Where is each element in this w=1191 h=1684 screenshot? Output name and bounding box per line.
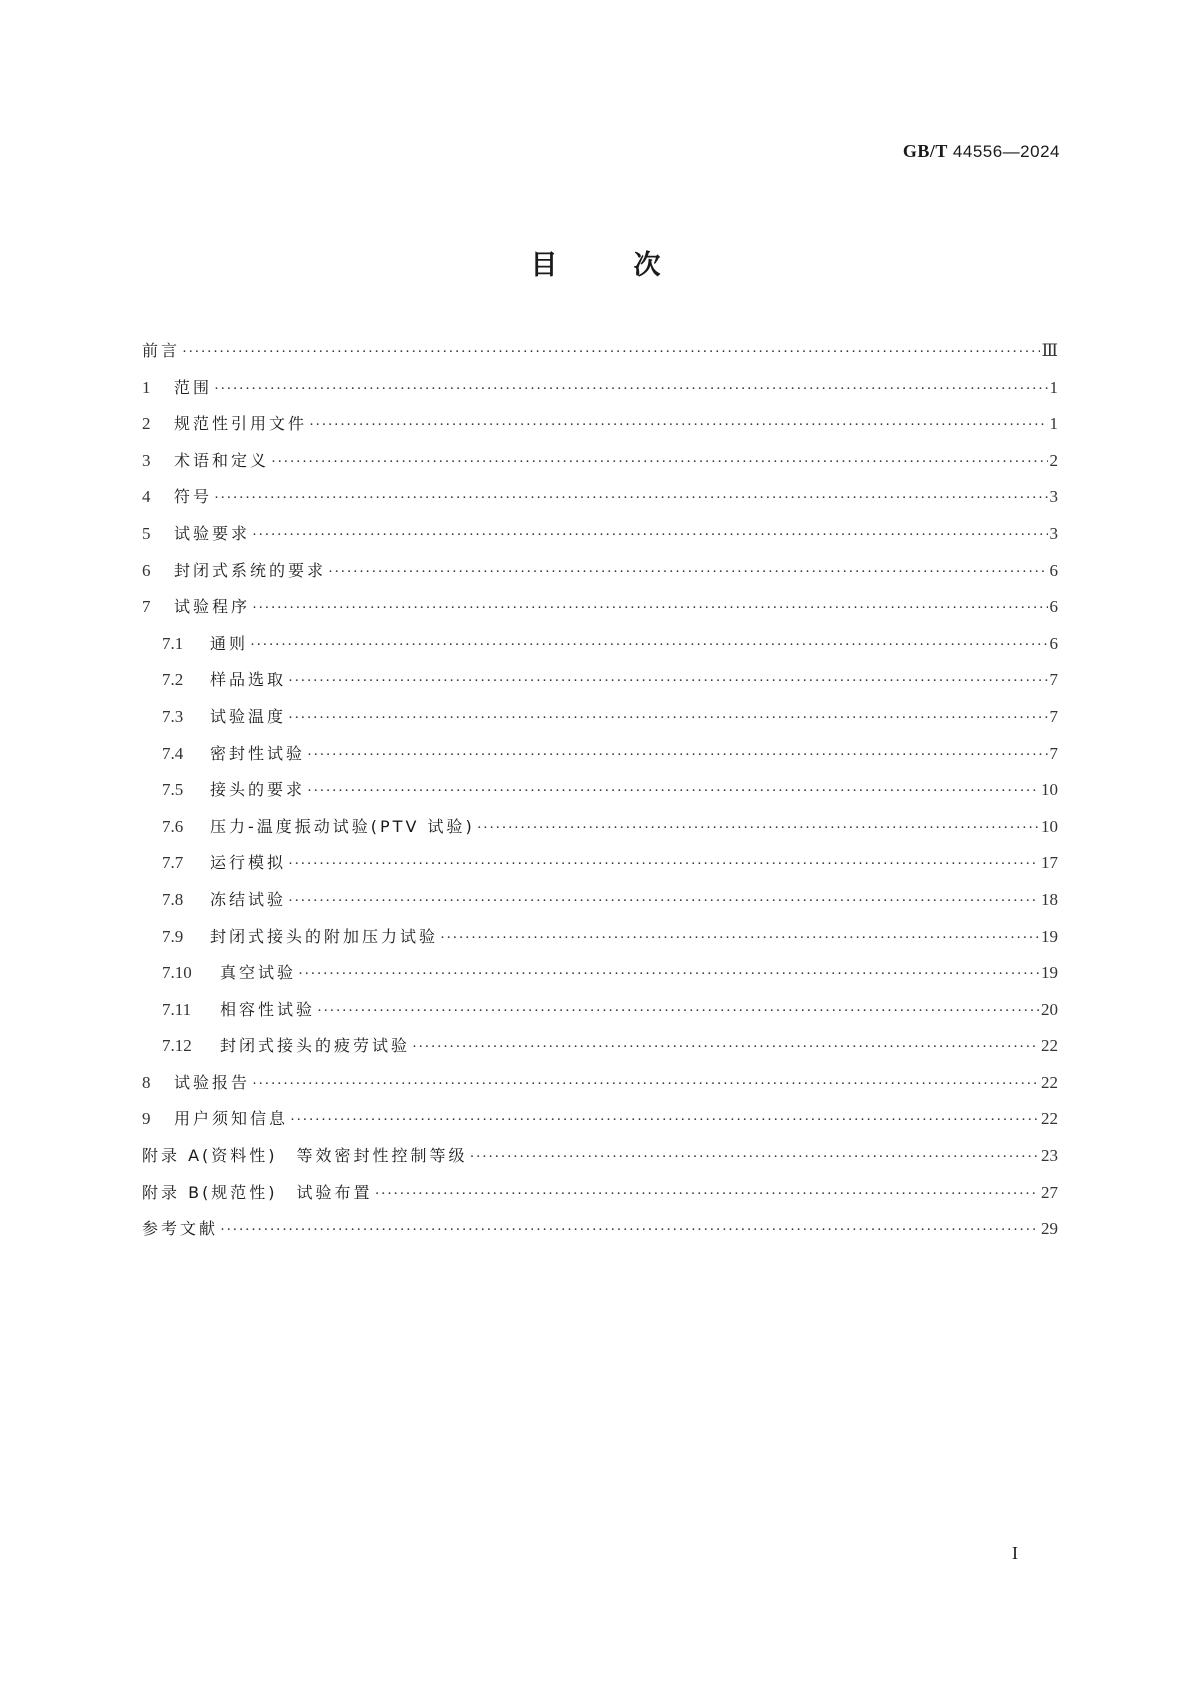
toc-entry-number: 8 (142, 1072, 151, 1092)
toc-entry-page: 22 (1041, 1109, 1058, 1129)
toc-entry[interactable] (142, 669, 1058, 706)
page-number: I (1012, 1543, 1018, 1563)
toc-entry-page: Ⅲ (1041, 341, 1058, 360)
toc-entry-page: 3 (1049, 523, 1058, 543)
toc-entry-page: 1 (1049, 377, 1058, 397)
toc-entry-title: 压力-温度振动试验(PTV 试验) (210, 816, 475, 836)
toc-entry-page: 19 (1041, 963, 1058, 983)
toc-entry-title: 用户须知信息 (174, 1109, 289, 1129)
toc-entry-title: 封闭式接头的疲劳试验 (220, 1036, 411, 1056)
toc-entry-title: 前言 (142, 341, 181, 360)
toc-entry-number: 7.10 (162, 963, 192, 983)
toc-entry[interactable] (142, 743, 1058, 780)
toc-entry-number: 7.9 (162, 926, 184, 946)
toc-entry-page: 29 (1041, 1219, 1058, 1239)
toc-entry-number: 5 (142, 523, 151, 543)
toc-entry-number: 7.11 (162, 999, 192, 1019)
toc-entry-page: 10 (1041, 780, 1058, 800)
standard-number: 44556—2024 (952, 142, 1060, 161)
toc-entry-title: 密封性试验 (210, 743, 306, 763)
toc-entry-number: 4 (142, 487, 151, 507)
toc-entry-page: 3 (1049, 487, 1058, 507)
toc-entry[interactable] (142, 450, 1058, 487)
toc-dot-leader (412, 1036, 1039, 1058)
toc-entry-title: 附录 A(资料性) 等效密封性控制等级 (142, 1146, 468, 1166)
toc-entry-page: 7 (1049, 670, 1058, 690)
toc-entry[interactable] (142, 1145, 1058, 1182)
toc-entry[interactable] (142, 377, 1058, 414)
toc-dot-leader (182, 341, 1040, 363)
toc-entry-number: 1 (142, 377, 151, 397)
title-char-1: 目 (530, 250, 558, 281)
toc-entry-number: 7.4 (162, 743, 184, 763)
toc-entry[interactable] (142, 633, 1058, 670)
toc-dot-leader (214, 487, 1047, 509)
toc-dot-leader (309, 414, 1047, 436)
toc-entry-page: 20 (1041, 999, 1058, 1019)
standard-prefix: GB/T (902, 141, 948, 161)
toc-dot-leader (328, 561, 1047, 583)
toc-dot-leader (250, 634, 1047, 656)
toc-entry[interactable] (142, 816, 1058, 853)
toc-entry-title: 规范性引用文件 (174, 414, 308, 434)
toc-dot-leader (307, 744, 1047, 766)
toc-dot-leader (290, 1109, 1039, 1131)
toc-entry-number: 3 (142, 450, 151, 470)
toc-entry-title: 运行模拟 (210, 853, 287, 873)
toc-entry-number: 7.6 (162, 816, 184, 836)
toc-dot-leader (288, 707, 1047, 729)
toc-entry-page: 27 (1041, 1182, 1058, 1202)
toc-entry[interactable] (142, 1035, 1058, 1072)
toc-entry[interactable] (142, 413, 1058, 450)
toc-entry-number: 7.5 (162, 780, 184, 800)
toc-entry-page: 23 (1041, 1146, 1058, 1166)
toc-entry-title: 附录 B(规范性) 试验布置 (142, 1182, 373, 1202)
toc-entry-number: 7.3 (162, 706, 184, 726)
toc-entry-page: 7 (1049, 706, 1058, 726)
toc-entry[interactable] (142, 596, 1058, 633)
toc-entry-title: 冻结试验 (210, 889, 287, 909)
toc-entry[interactable] (142, 706, 1058, 743)
toc-entry-number: 2 (142, 414, 151, 434)
toc-entry-title: 样品选取 (210, 670, 287, 690)
toc-entry-page: 17 (1041, 853, 1058, 873)
toc-entry-title: 相容性试验 (220, 999, 316, 1019)
toc-entry-number: 7 (142, 597, 151, 617)
toc-dot-leader (375, 1183, 1039, 1205)
toc-entry-page: 7 (1049, 743, 1058, 763)
toc-entry-title: 真空试验 (220, 963, 297, 983)
toc-dot-leader (440, 927, 1039, 949)
toc-entry[interactable] (142, 852, 1058, 889)
toc-entry-title: 接头的要求 (210, 780, 306, 800)
toc-dot-leader (288, 853, 1039, 875)
toc-entry-number: 6 (142, 560, 151, 580)
toc-dot-leader (288, 670, 1047, 692)
toc-entry-title: 参考文献 (142, 1219, 219, 1239)
toc-entry-page: 22 (1041, 1072, 1058, 1092)
toc-entry-title: 试验报告 (174, 1072, 251, 1092)
toc-entry[interactable] (142, 926, 1058, 963)
toc-entry[interactable] (142, 1072, 1058, 1109)
toc-dot-leader (298, 963, 1039, 985)
toc-entry-page: 2 (1049, 450, 1058, 470)
toc-entry-page: 18 (1041, 889, 1058, 909)
toc-dot-leader (288, 890, 1039, 912)
toc-entry[interactable] (142, 1182, 1058, 1219)
toc-entry[interactable] (142, 962, 1058, 999)
toc-dot-leader (252, 1073, 1039, 1095)
toc-entry[interactable] (142, 889, 1058, 926)
toc-dot-leader (220, 1219, 1039, 1241)
toc-entry[interactable] (142, 999, 1058, 1036)
toc-entry-title: 通则 (210, 633, 249, 653)
toc-entry[interactable] (142, 560, 1058, 597)
toc-entry-page: 1 (1049, 414, 1058, 434)
toc-entry-page: 6 (1049, 560, 1058, 580)
toc-entry-page: 22 (1041, 1036, 1058, 1056)
toc-entry-page: 6 (1049, 597, 1058, 617)
toc-entry[interactable] (142, 340, 1058, 377)
toc-dot-leader (271, 451, 1047, 473)
toc-entry-title: 范围 (174, 377, 213, 397)
toc-entry-number: 7.1 (162, 633, 184, 653)
standard-code (903, 141, 1060, 162)
toc-entry-title: 符号 (174, 487, 213, 507)
toc-entry-page: 10 (1041, 816, 1058, 836)
toc-entry-title: 术语和定义 (174, 450, 270, 470)
toc-entry-number: 7.12 (162, 1036, 192, 1056)
toc-dot-leader (477, 817, 1039, 839)
toc-entry-page: 19 (1041, 926, 1058, 946)
toc-entry-number: 7.7 (162, 853, 184, 873)
toc-dot-leader (470, 1146, 1039, 1168)
toc-entry-number: 7.8 (162, 889, 184, 909)
toc-dot-leader (252, 524, 1047, 546)
toc-entry[interactable] (142, 1218, 1058, 1255)
toc-entry[interactable] (142, 486, 1058, 523)
toc-entry-title: 试验温度 (210, 706, 287, 726)
toc-entry-title: 封闭式接头的附加压力试验 (210, 926, 439, 946)
title-char-2: 次 (633, 250, 661, 281)
toc-entry[interactable] (142, 523, 1058, 560)
toc-dot-leader (307, 780, 1039, 802)
page-title (0, 243, 1191, 282)
toc-dot-leader (317, 1000, 1039, 1022)
toc-entry-number: 7.2 (162, 670, 184, 690)
toc-entry-page: 6 (1049, 633, 1058, 653)
toc-entry[interactable] (142, 779, 1058, 816)
toc-entry-title: 试验要求 (174, 523, 251, 543)
toc-entry-title: 试验程序 (174, 597, 251, 617)
toc-dot-leader (252, 597, 1047, 619)
toc-entry[interactable] (142, 1108, 1058, 1145)
toc-dot-leader (214, 378, 1047, 400)
toc-entry-title: 封闭式系统的要求 (174, 560, 327, 580)
table-of-contents (142, 340, 1058, 1255)
toc-entry-number: 9 (142, 1109, 151, 1129)
